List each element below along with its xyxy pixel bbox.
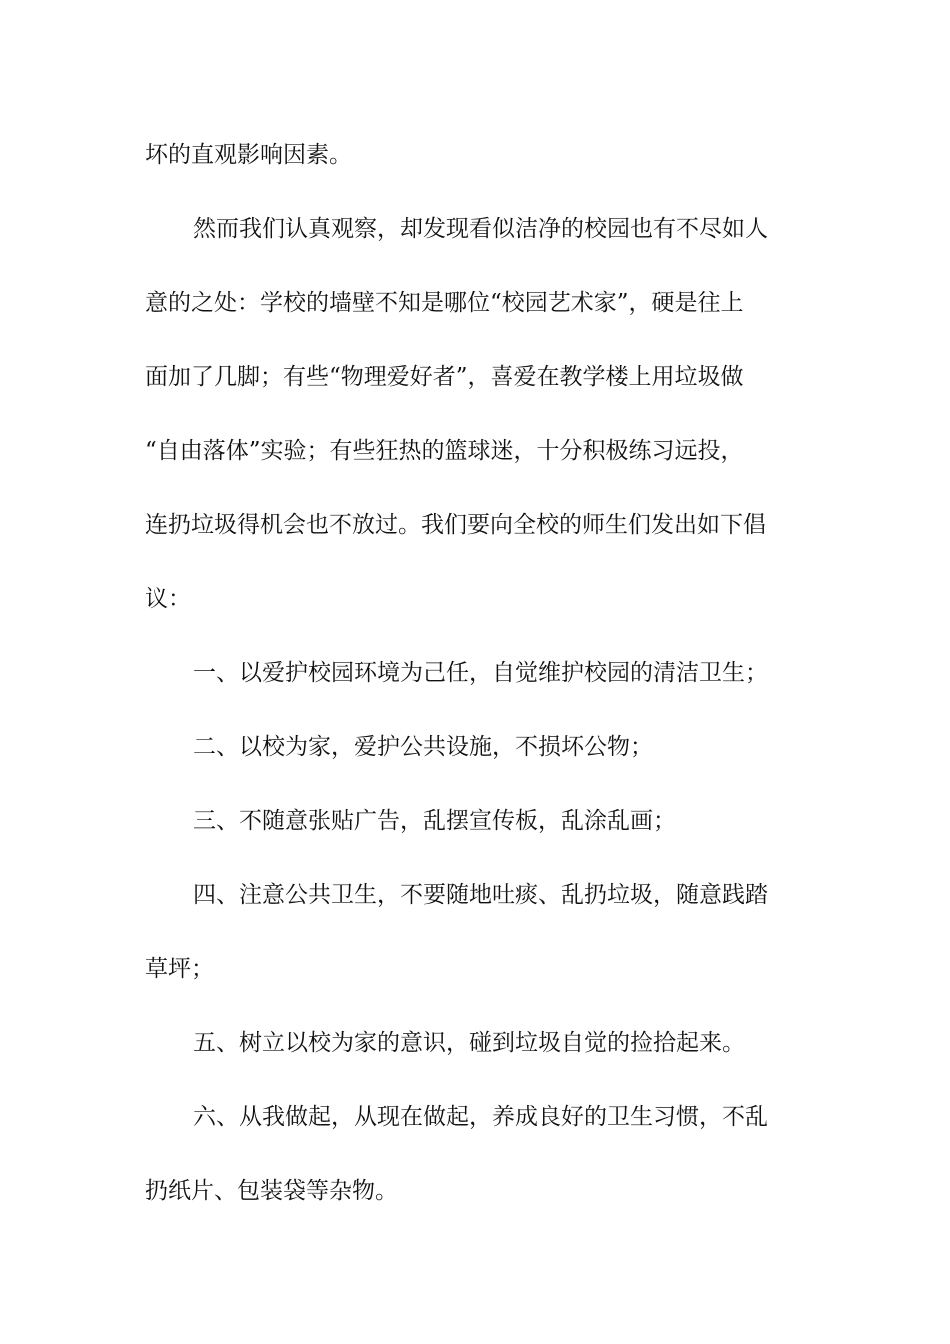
text-line: 扔纸片、包装袋等杂物。 (145, 1178, 398, 1204)
text-line: 一、以爱护校园环境为己任，自觉维护校园的清洁卫生； (193, 660, 768, 686)
document-body (145, 118, 805, 1228)
text-line: 连扔垃圾得机会也不放过。我们要向全校的师生们发出如下倡 (145, 512, 766, 538)
proposal-item-2 (145, 710, 805, 784)
text-line: 面加了几脚；有些“物理爱好者”，喜爱在教学楼上用垃圾做 (145, 364, 744, 390)
text-line: 坏的直观影响因素。 (145, 142, 352, 168)
proposal-item-1 (145, 636, 805, 710)
text-line: 四、注意公共卫生，不要随地吐痰、乱扔垃圾，随意践踏 (193, 882, 768, 908)
text-line: 五、树立以校为家的意识，碰到垃圾自觉的捡拾起来。 (193, 1030, 745, 1056)
text-line: 三、不随意张贴广告，乱摆宣传板，乱涂乱画； (193, 808, 676, 834)
proposal-item-3 (145, 784, 805, 858)
paragraph-continuation (145, 118, 805, 192)
text-line: 议： (145, 586, 191, 612)
proposal-item-4 (145, 858, 805, 1006)
text-line: 意的之处：学校的墙壁不知是哪位“校园艺术家”，硬是往上 (145, 290, 744, 316)
text-line: 二、以校为家，爱护公共设施，不损坏公物； (193, 734, 653, 760)
text-line: 草坪； (145, 956, 214, 982)
text-line: 六、从我做起，从现在做起，养成良好的卫生习惯，不乱 (193, 1104, 768, 1130)
proposal-item-5 (145, 1006, 805, 1080)
paragraph-observation (145, 192, 805, 636)
text-line: “自由落体”实验；有些狂热的篮球迷，十分积极练习远投， (145, 438, 744, 464)
text-line: 然而我们认真观察，却发现看似洁净的校园也有不尽如人 (193, 216, 768, 242)
proposal-item-6 (145, 1080, 805, 1228)
